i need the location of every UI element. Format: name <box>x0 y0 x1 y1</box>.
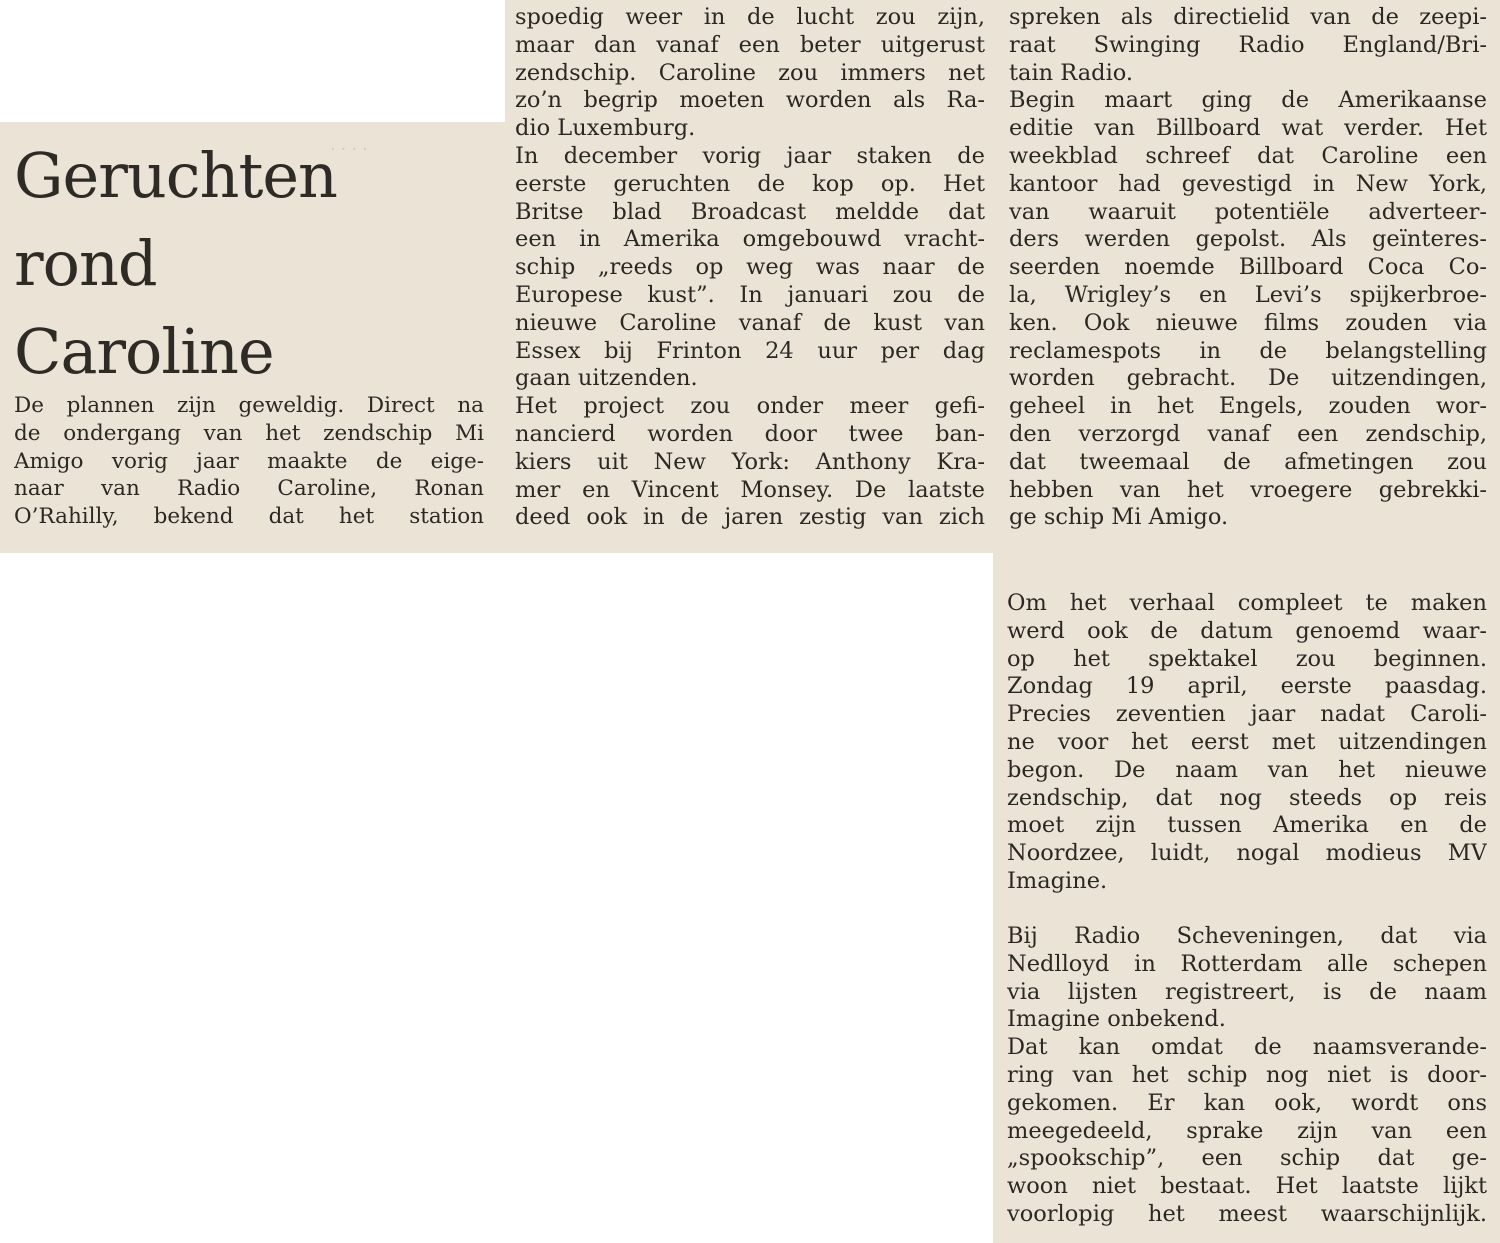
text-line: Het project zou onder meer gefi- <box>515 393 985 420</box>
text-line: zendschip. Caroline zou immers net <box>515 59 985 86</box>
text-line: ders werden gepolst. Als geïnteres- <box>1009 226 1487 253</box>
text-line: dio Luxemburg. <box>515 115 696 142</box>
text-line: nancierd worden door twee ban- <box>515 420 985 447</box>
text-line: kiers uit New York: Anthony Kra- <box>515 448 985 475</box>
text-line: nieuwe Caroline vanaf de kust van <box>515 309 985 336</box>
intro-paragraph <box>14 392 484 531</box>
text-line: een in Amerika omgebouwd vracht- <box>515 226 985 253</box>
text-line: den verzorgd vanaf een zendschip, <box>1009 420 1487 447</box>
text-line: Noordzee, luidt, nogal modieus MV <box>1007 840 1487 867</box>
text-line: raat Swinging Radio England/Bri- <box>1009 31 1487 58</box>
text-line: ring van het schip nog niet is door- <box>1007 1061 1487 1088</box>
text-line: weekblad schreef dat Caroline een <box>1009 142 1487 169</box>
text-line: Imagine onbekend. <box>1007 1006 1226 1033</box>
text-line: dat tweemaal de afmetingen zou <box>1009 448 1487 475</box>
text-line: De plannen zijn geweldig. Direct na <box>14 393 484 418</box>
text-line: van waaruit potentiële adverteer- <box>1009 198 1487 225</box>
text-line: Nedlloyd in Rotterdam alle schepen <box>1007 950 1487 977</box>
headline <box>14 132 337 396</box>
show-through-text: · · · · <box>330 140 368 160</box>
clipping-middle-column <box>505 0 995 553</box>
text-line: tain Radio. <box>1009 59 1134 86</box>
headline-line-1: Geruchten <box>14 139 337 212</box>
text-line: zendschip, dat nog steeds op reis <box>1007 784 1487 811</box>
text-line: Om het verhaal compleet te maken <box>1007 590 1487 616</box>
text-line: op het spektakel zou beginnen. <box>1007 645 1487 672</box>
text-line: spreken als directielid van de zeepi- <box>1009 4 1487 30</box>
text-line: editie van Billboard wat verder. Het <box>1009 115 1487 142</box>
text-line: Imagine. <box>1007 867 1108 894</box>
text-line: meegedeeld, sprake zijn van een <box>1007 1117 1487 1144</box>
text-line: Precies zeventien jaar nadat Caroli- <box>1007 701 1487 728</box>
text-line: gekomen. Er kan ook, wordt ons <box>1007 1089 1487 1116</box>
text-line: moet zijn tussen Amerika en de <box>1007 812 1487 839</box>
text-line: deed ook in de jaren zestig van zich <box>515 504 985 531</box>
text-line: reclamespots in de belangstelling <box>1009 337 1487 364</box>
text-line: Dat kan omdat de naamsverande- <box>1007 1034 1487 1061</box>
text-line: maar dan vanaf een beter uitgerust <box>515 31 985 58</box>
text-line: la, Wrigley’s en Levi’s spijkerbroe- <box>1009 281 1487 308</box>
text-line: zo’n begrip moeten worden als Ra- <box>515 87 985 114</box>
right-column-text-part-1 <box>1009 4 1487 532</box>
text-line: hebben van het vroegere gebrekki- <box>1009 476 1487 503</box>
text-line: worden gebracht. De uitzendingen, <box>1009 365 1487 392</box>
text-line: Zondag 19 april, eerste paasdag. <box>1007 673 1487 700</box>
text-line: begon. De naam van het nieuwe <box>1007 756 1487 783</box>
text-line: ken. Ook nieuwe films zouden via <box>1009 309 1487 336</box>
text-line: voorlopig het meest waarschijnlijk. <box>1007 1200 1487 1227</box>
text-line: Bij Radio Scheveningen, dat via <box>1007 923 1487 949</box>
text-line: geheel in het Engels, zouden wor- <box>1009 393 1487 420</box>
text-line: Britse blad Broadcast meldde dat <box>515 198 985 225</box>
text-line: Essex bij Frinton 24 uur per dag <box>515 337 985 364</box>
clipping-right-column <box>993 0 1500 1243</box>
right-column-text-part-3 <box>1007 923 1487 1229</box>
text-line: schip „reeds op weg was naar de <box>515 254 985 281</box>
text-line: de ondergang van het zendschip Mi <box>14 420 484 446</box>
clipping-left-column <box>0 122 507 553</box>
text-line: Begin maart ging de Amerikaanse <box>1009 87 1487 114</box>
text-line: Amigo vorig jaar maakte de eige- <box>14 448 484 474</box>
text-line: mer en Vincent Monsey. De laatste <box>515 476 985 503</box>
text-line: seerden noemde Billboard Coca Co- <box>1009 254 1487 281</box>
text-line: „spookschip”, een schip dat ge- <box>1007 1145 1487 1172</box>
text-line: spoedig weer in de lucht zou zijn, <box>515 4 985 30</box>
text-line: naar van Radio Caroline, Ronan <box>14 476 484 502</box>
headline-line-3: Caroline <box>14 315 274 388</box>
text-line: kantoor had gevestigd in New York, <box>1009 170 1487 197</box>
headline-line-2: rond <box>14 227 157 300</box>
text-line: eerste geruchten de kop op. Het <box>515 170 985 197</box>
text-line: Europese kust”. In januari zou de <box>515 281 985 308</box>
middle-column-text <box>515 4 985 532</box>
text-line: O’Rahilly, bekend dat het station <box>14 504 484 530</box>
text-line: ge schip Mi Amigo. <box>1009 504 1229 531</box>
text-line: via lijsten registreert, is de naam <box>1007 978 1487 1005</box>
text-line: werd ook de datum genoemd waar- <box>1007 617 1487 644</box>
text-line: woon niet bestaat. Het laatste lijkt <box>1007 1173 1487 1200</box>
right-column-text-part-2 <box>1007 590 1487 896</box>
text-line: gaan uitzenden. <box>515 365 698 392</box>
text-line: ne voor het eerst met uitzendingen <box>1007 728 1487 755</box>
text-line: In december vorig jaar staken de <box>515 142 985 169</box>
